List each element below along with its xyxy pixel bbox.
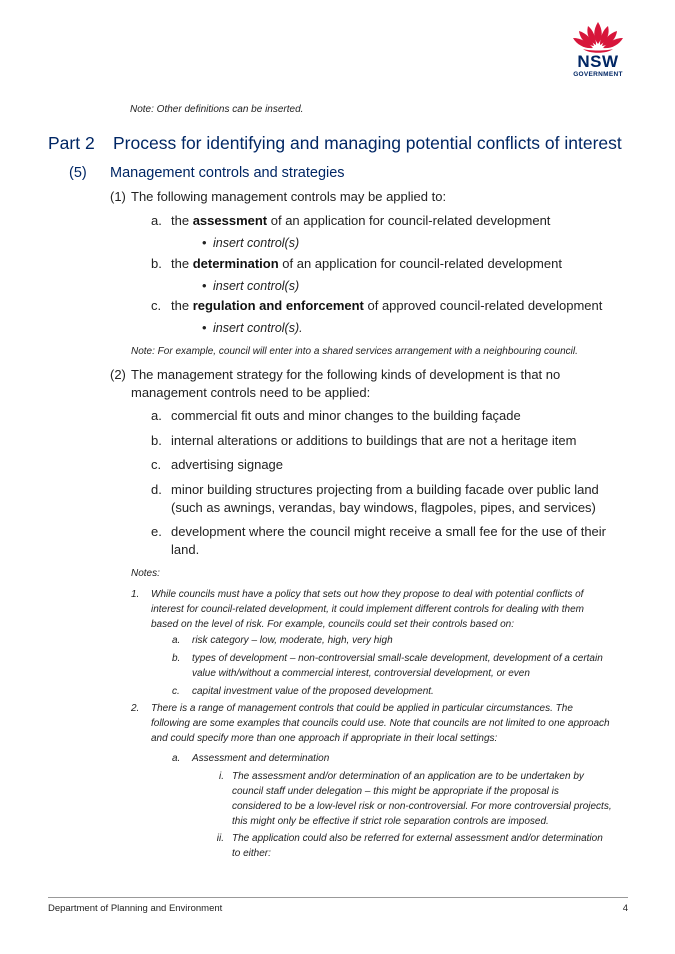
- clause-1-item-letter: a.: [151, 213, 162, 228]
- note-1-sub-letter: b.: [172, 653, 181, 664]
- note-1-sub-text: types of development – non-controversial small-scale development, development of a certain: [192, 653, 603, 664]
- note-1-sub-text-cont: value with/without a commercial interest, controversial development, or even: [192, 668, 530, 679]
- note-2-line: and could specify more than one approach if appropriate in their local settings:: [151, 733, 498, 744]
- part-number: Part 2: [48, 133, 95, 153]
- roman-line: this might only be effective if strict role separation controls are imposed.: [232, 816, 549, 827]
- footer-page-number: 4: [622, 903, 628, 914]
- footer-department: Department of Planning and Environment: [48, 903, 223, 914]
- keyword-determination: determination: [192, 256, 279, 271]
- clause-1-number: (1): [110, 189, 126, 204]
- clause-2-item-letter: d.: [151, 482, 162, 497]
- clause-2-item-letter: a.: [151, 408, 162, 423]
- definitions-note: Note: Other definitions can be inserted.: [130, 104, 304, 115]
- roman-number: ii.: [216, 833, 224, 844]
- note-1-sub-letter: a.: [172, 635, 181, 646]
- clause-1-item-text: the determination of an application for council-related development: [171, 256, 562, 271]
- clause-2-item-text: advertising signage: [171, 457, 284, 472]
- clause-2-item-text-cont: land.: [171, 542, 200, 557]
- bullet-control: insert control(s).: [213, 321, 303, 335]
- footer-divider: [48, 897, 628, 898]
- notes-heading: Notes:: [131, 568, 160, 579]
- bullet-control: insert control(s): [213, 236, 300, 250]
- clause-2-item-text: development where the council might receive a small fee for the use of their: [171, 524, 607, 539]
- note-2-line: following are some examples that councils could use. Note that councils are not limited to one approach: [151, 718, 610, 729]
- note-1-sub-text: risk category – low, moderate, high, very high: [192, 635, 393, 646]
- roman-line: The assessment and/or determination of an application are to be undertaken by: [232, 771, 584, 782]
- note-1-sub-letter: c.: [172, 686, 180, 697]
- clause-2-number: (2): [110, 367, 126, 382]
- clause-2-item-text-cont: (such as awnings, verandas, bay windows, flagpoles, pipes, and services): [171, 500, 596, 515]
- section-title: Management controls and strategies: [110, 165, 345, 181]
- clause-1-text: The following management controls may be applied to:: [131, 189, 447, 204]
- note-1-line: While councils must have a policy that sets out how they propose to deal with potential conflicts of: [151, 589, 584, 600]
- clause-1-item-text: the assessment of an application for council-related development: [171, 213, 551, 228]
- clause-2-text-line: The management strategy for the following kinds of development is that no: [131, 367, 561, 382]
- clause-1-item-text: the regulation and enforcement of approved council-related development: [171, 298, 603, 313]
- part-title: Process for identifying and managing potential conflicts of interest: [113, 133, 622, 153]
- note-2-line: There is a range of management controls that could be applied in particular circumstances. The: [151, 703, 573, 714]
- clause-1-item-letter: c.: [151, 298, 162, 313]
- note-2-sub-letter: a.: [172, 753, 181, 764]
- roman-number: i.: [219, 771, 224, 782]
- roman-line: The application could also be referred for external assessment and/or determination: [232, 833, 603, 844]
- bullet-icon: •: [202, 278, 207, 293]
- section-number: (5): [69, 165, 87, 181]
- clause-1-item-letter: b.: [151, 256, 162, 271]
- shared-services-note: Note: For example, council will enter into a shared services arrangement with a neighbouring council.: [131, 346, 578, 357]
- keyword-regulation-enforcement: regulation and enforcement: [192, 298, 364, 313]
- clause-2-text-line: management controls need to be applied:: [131, 385, 371, 400]
- note-2-sub-title: Assessment and determination: [192, 753, 330, 764]
- clause-2-item-letter: c.: [151, 457, 162, 472]
- nsw-government-logo: [569, 18, 627, 80]
- note-1-sub-text: capital investment value of the proposed development.: [192, 686, 434, 697]
- roman-line: council staff under delegation – this might be appropriate if the proposal is: [232, 786, 559, 797]
- bullet-icon: •: [202, 320, 207, 335]
- clause-2-item-text: commercial fit outs and minor changes to the building façade: [171, 408, 521, 423]
- bullet-icon: •: [202, 235, 207, 250]
- clause-2-item-text: internal alterations or additions to buildings that are not a heritage item: [171, 433, 577, 448]
- logo-government-text: GOVERNMENT: [573, 71, 623, 78]
- clause-2-item-letter: e.: [151, 524, 162, 539]
- roman-line: to either:: [232, 848, 271, 859]
- waratah-icon: [569, 18, 627, 56]
- note-1-line: based on the level of risk. For example, councils could set their controls based on:: [151, 619, 514, 630]
- keyword-assessment: assessment: [192, 213, 268, 228]
- logo-nsw-text: NSW: [577, 52, 619, 71]
- note-2-number: 2.: [131, 703, 140, 714]
- clause-2-item-text: minor building structures projecting from a building facade over public land: [171, 482, 599, 497]
- bullet-control: insert control(s): [213, 279, 300, 293]
- clause-2-item-letter: b.: [151, 433, 162, 448]
- roman-line: considered to be a low-level risk or non-controversial. For more controversial projects,: [232, 801, 612, 812]
- note-1-number: 1.: [131, 589, 140, 600]
- note-1-line: interest for council-related development, it could implement different controls for dealing with them: [151, 604, 584, 615]
